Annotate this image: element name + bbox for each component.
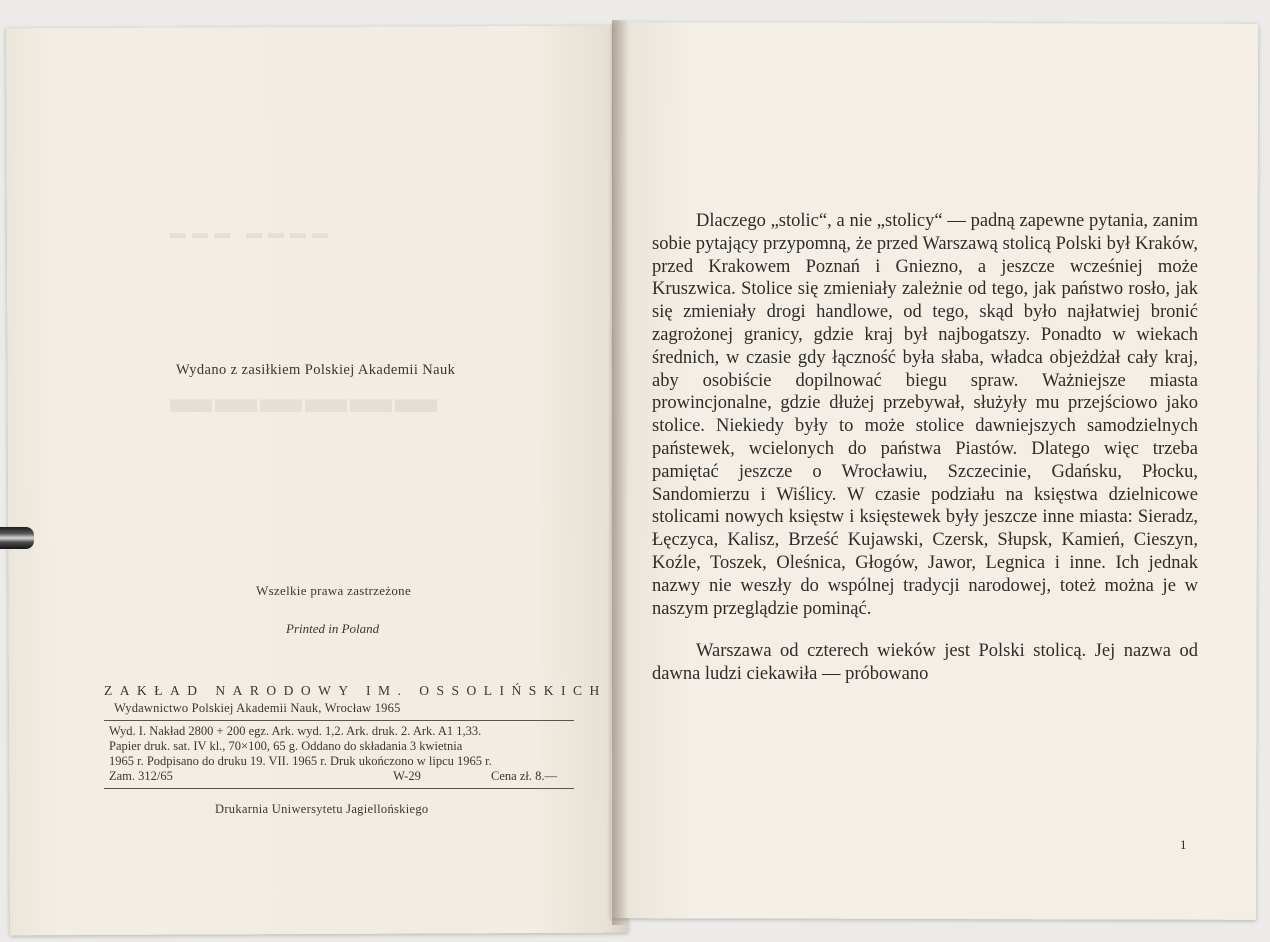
page-number: 1 xyxy=(1180,837,1187,852)
printed-in-note: Printed in Poland xyxy=(286,621,380,636)
book-gutter xyxy=(612,20,628,925)
bleed-through-text: ▬▬▬ ▬▬▬▬ xyxy=(170,225,334,242)
order-number: Zam. 312/65 xyxy=(109,769,173,783)
bleed-through-title: ▬▬▬▬▬▬ xyxy=(170,376,440,422)
publisher-block xyxy=(104,683,607,792)
divider xyxy=(104,720,574,721)
imprint-line: 1965 r. Podpisano do druku 19. VII. 1965 r. Druk ukończono w lipcu 1965 r. xyxy=(109,754,492,768)
binder-clip xyxy=(0,527,34,549)
publisher-subtitle: Wydawnictwo Polskiej Akademii Nauk, Wrocław 1965 xyxy=(114,701,401,715)
imprint-line: Wyd. I. Nakład 2800 + 200 egz. Ark. wyd. 1,2. Ark. druk. 2. Ark. A1 1,33. xyxy=(109,724,482,738)
funding-note: Wydano z zasiłkiem Polskiej Akademii Nauk xyxy=(176,362,456,378)
price: Cena zł. 8.— xyxy=(491,769,557,783)
catalog-code: W-29 xyxy=(393,769,421,783)
divider xyxy=(104,788,574,789)
imprint-line: Papier druk. sat. IV kl., 70×100, 65 g. Oddano do składania 3 kwietnia xyxy=(109,739,463,753)
paragraph: Dlaczego „stolic“, a nie „stolicy“ — padną zapewne pytania, zanim sobie pytający przypomną, że przed Warszawą stolicą Polski był Kraków, przed Krakowem Poznań i Gniezno, a jeszcze wcześniej może Kruszwica. Stolice się zmieniały zależnie od tego, jak państwo rosło, jak się zmieniały drogi handlowe, od tego, skąd było najłatwiej bronić zagrożonej granicy, gdzie kraj był najbogatszy. Ponadto w wiekach średnich, w czasie gdy łączność była słaba, władca objeżdżał cały kraj, aby osobiście dopilnować biegu spraw. Ważniejsze miasta prowincjonalne, gdzie dłużej przebywał, służyły mu przejściowo jako stolice. Niekiedy były to może stolice dawniejszych samodzielnych państewek, wcielonych do państwa Piastów. Dlatego więc trzeba pamiętać jeszcze o Wrocławiu, Szczecinie, Gdańsku, Płocku, Sandomierzu i Wiślicy. W czasie podziału na księstwa dzielnicowe stolicami nowych księstw i księstewek były jeszcze inne miasta: Sieradz, Łęczyca, Kalisz, Brześć Kujawski, Czersk, Słupsk, Kamień, Cieszyn, Koźle, Toszek, Oleśnica, Głogów, Jawor, Legnica i inne. Ich jednak nazwy nie weszły do wspólnej tradycji narodowej, toteż można je w naszym przeglądzie pominąć. xyxy=(652,211,1198,619)
printer-note: Drukarnia Uniwersytetu Jagiellońskiego xyxy=(215,802,429,816)
left-page xyxy=(6,26,628,936)
imprint-footer-line xyxy=(104,769,589,784)
main-text xyxy=(652,210,1198,686)
rights-note: Wszelkie prawa zastrzeżone xyxy=(256,583,412,598)
publisher-name: ZAKŁAD NARODOWY IM. OSSOLIŃSKICH xyxy=(104,683,607,698)
paragraph: Warszawa od czterech wieków jest Polski stolicą. Jej nazwa od dawna ludzi ciekawiła — próbowano xyxy=(652,641,1198,685)
